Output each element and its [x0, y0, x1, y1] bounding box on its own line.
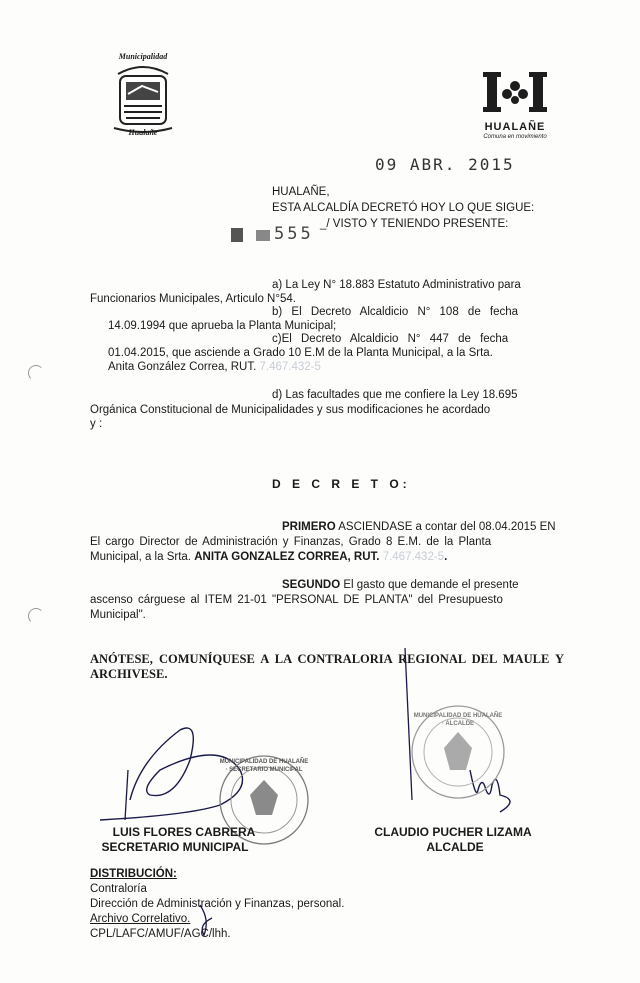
distribution-heading: DISTRIBUCIÓN: [90, 868, 177, 880]
primero-name: ANITA GONZALEZ CORREA, RUT. [194, 551, 380, 563]
brand-tagline: Comuna en movimiento [483, 134, 547, 140]
alcalde-title: ALCALDE [426, 840, 484, 854]
secretario-signature [100, 728, 243, 820]
distribution-item: Archivo Correlativo. [90, 913, 191, 925]
redacted-rut: 7.467.432-5 [382, 551, 445, 563]
distribution-item: CPL/LAFC/AMUF/AGC/lhh. [90, 928, 231, 940]
alcalde-stamp-text: MUNICIPALIDAD DE HUALAÑE · ALCALDE [413, 713, 503, 727]
secretario-name: LUIS FLORES CABRERA [112, 825, 256, 839]
secretario-signature [125, 770, 128, 820]
consideration-c: c)El Decreto Alcaldicio N° 447 de fecha [272, 333, 509, 345]
segundo-line2: ascenso cárguese al ITEM 21-01 "PERSONAL DE PLANTA" del Presupuesto [90, 594, 503, 606]
alcalde-signature [405, 648, 412, 800]
decree-number: 555 [274, 224, 314, 244]
secretario-stamp-text: MUNICIPALIDAD DE HUALAÑE · SECRETARIO MUNICIPAL [219, 759, 309, 773]
consideration-d-end: y : [90, 418, 103, 430]
consideration-d-cont: Orgánica Constitucional de Municipalidades y sus modificaciones he acordado [90, 404, 491, 416]
alcalde-name: CLAUDIO PUCHER LIZAMA [374, 825, 532, 839]
consideration-c-name-text: Anita González Correa, RUT. [108, 361, 257, 373]
intro-line2: ESTA ALCALDÍA DECRETÓ HOY LO QUE SIGUE: [272, 202, 535, 214]
closing-line1: ANÓTESE, COMUNÍQUESE A LA CONTRALORIA REGIONAL DEL MAULE Y [90, 652, 564, 666]
primero-label: PRIMERO [282, 521, 336, 533]
brand-name: HUALAÑE [484, 121, 546, 133]
seal-bottom-text: Hualañe [128, 128, 158, 137]
primero-text1: ASCIENDASE a contar del 08.04.2015 EN [338, 521, 556, 533]
segundo-text1: El gasto que demande el presente [343, 579, 519, 591]
primero-line2: El cargo Director de Administración y Finanzas, Grado 8 E.M. de la Planta [90, 536, 492, 548]
decree-title: D E C R E T O: [272, 477, 411, 491]
primero-text3a: Municipal, a la Srta. [90, 551, 191, 563]
consideration-b: b) El Decreto Alcaldicio N° 108 de fecha [272, 306, 519, 318]
consideration-d: d) Las facultades que me confiere la Ley 18.695 [272, 389, 518, 401]
consideration-b-cont: 14.09.1994 que aprueba la Planta Municipal; [108, 320, 337, 332]
alcalde-signature [470, 770, 510, 812]
closing-line2: ARCHIVESE. [90, 667, 168, 681]
intro-visto: _/ VISTO Y TENIENDO PRESENTE: [320, 218, 509, 230]
consideration-a: a) La Ley N° 18.883 Estatuto Administrativo para [272, 279, 521, 291]
date-stamp: 09 ABR. 2015 [375, 155, 515, 174]
consideration-c-cont: 01.04.2015, que asciende a Grado 10 E.M de la Planta Municipal, a la Srta. [108, 347, 493, 359]
consideration-a-cont: Funcionarios Municipales, Articulo N°54. [90, 293, 296, 305]
redacted-rut: 7.467.432-5 [259, 361, 321, 373]
segundo-line3: Municipal". [90, 609, 146, 621]
intro-place: HUALAÑE, [272, 186, 330, 198]
distribution-item: Contraloría [90, 883, 147, 895]
primero-line3: Municipal, a la Srta. ANITA GONZALEZ CORREA, RUT. 7.467.432-5. [90, 551, 448, 563]
segundo-label: SEGUNDO [282, 579, 341, 591]
secretario-title: SECRETARIO MUNICIPAL [101, 840, 249, 854]
seal-top-text: Municipalidad [118, 52, 168, 61]
distribution-item: Dirección de Administración y Finanzas, personal. [90, 898, 345, 910]
